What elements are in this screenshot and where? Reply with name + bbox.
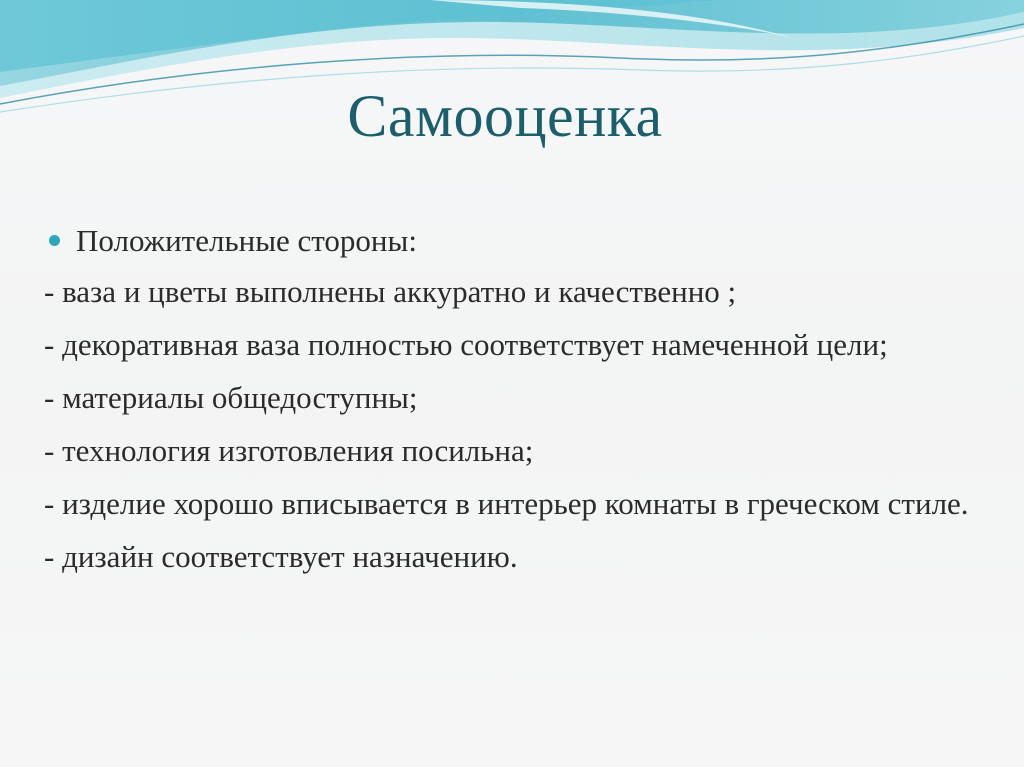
list-item: - декоративная ваза полностью соответствует намеченной цели; — [44, 327, 888, 362]
slide-content — [44, 220, 974, 589]
bullet-dot-icon — [49, 235, 60, 246]
slide-title: Самооценка — [347, 83, 663, 149]
list-item: - материалы общедоступны; — [44, 380, 418, 415]
list-item: - ваза и цветы выполнены аккуратно и качественно ; — [44, 274, 737, 309]
list-item: - дизайн соответствует назначению. — [44, 539, 518, 574]
list-item: - технология изготовления посильна; — [44, 433, 534, 468]
list-item: - изделие хорошо вписывается в интерьер комнаты в греческом стиле. — [44, 486, 969, 521]
bullet-heading-text: Положительные стороны: — [76, 223, 417, 258]
bullet-heading — [44, 220, 974, 261]
